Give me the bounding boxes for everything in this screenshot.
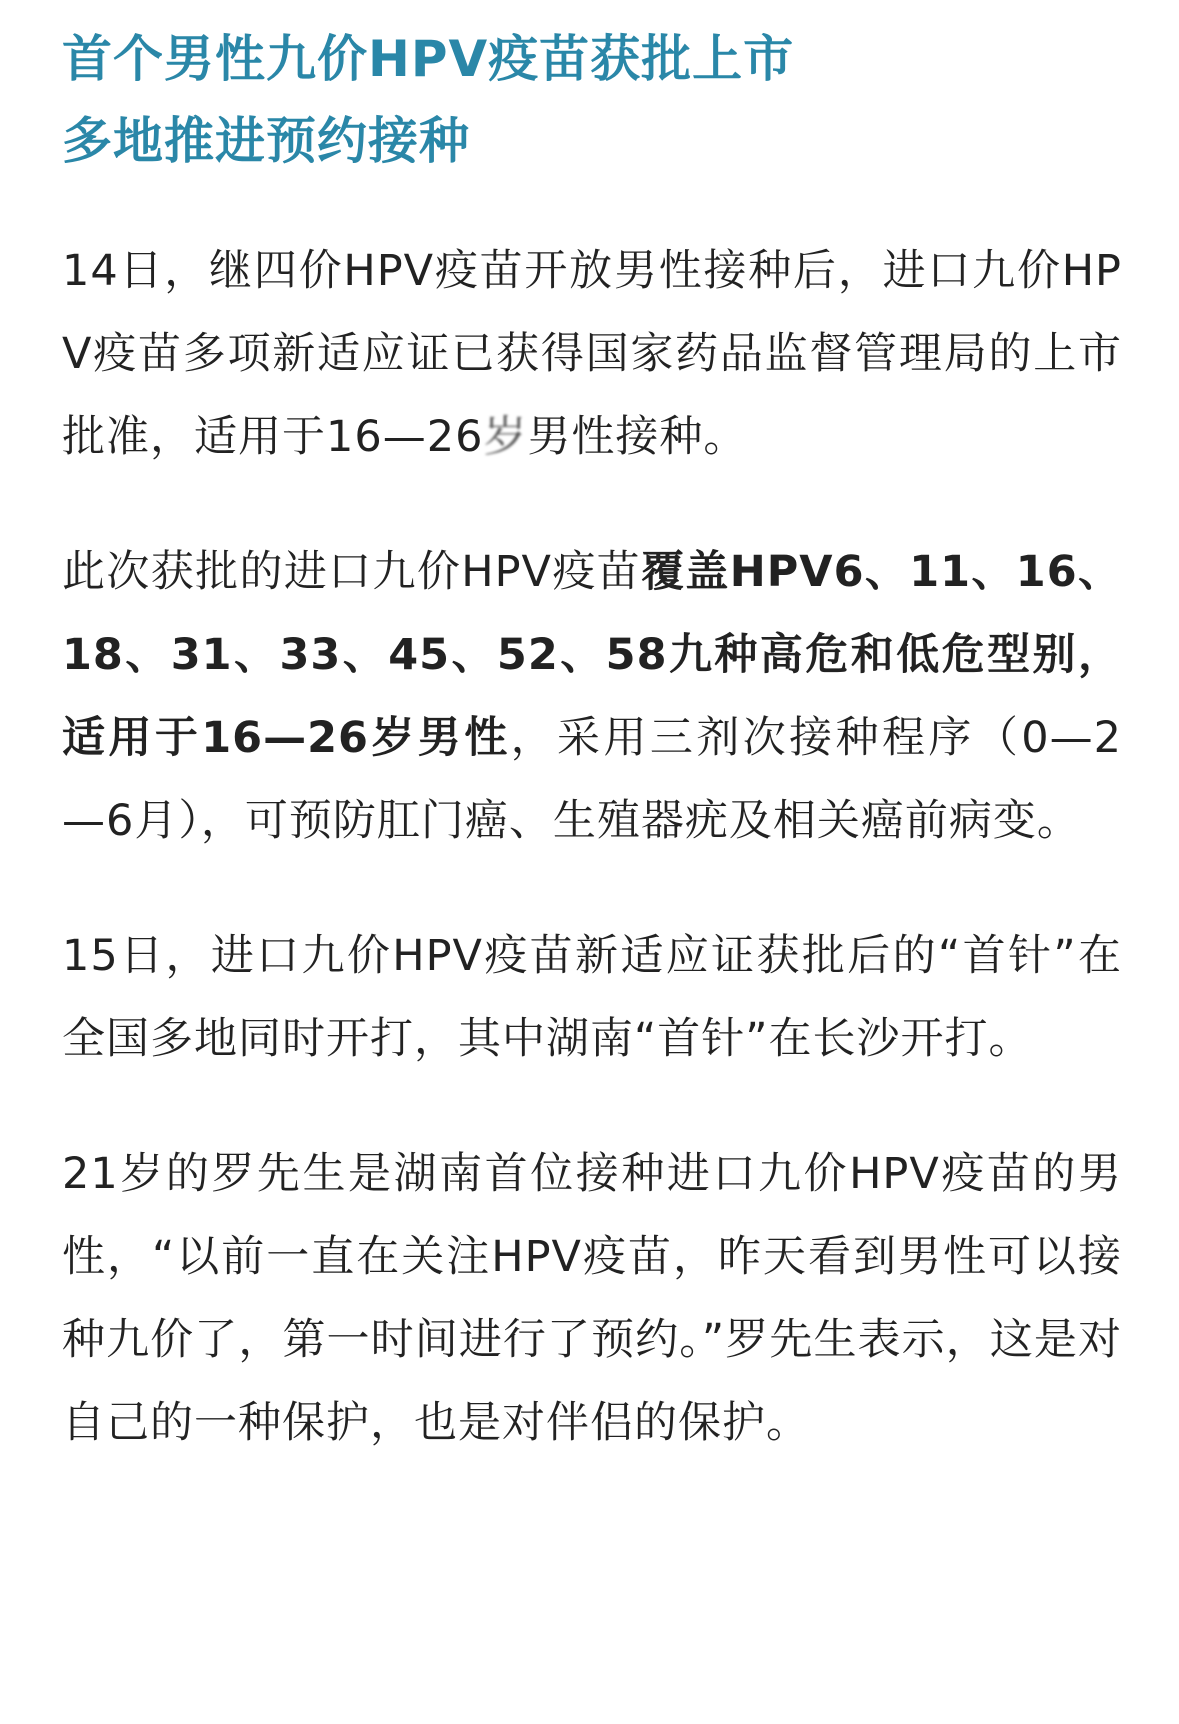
- paragraph-approval-text: 14日，继四价HPV疫苗开放男性接种后，进口九价HPV疫苗多项新适应证已获得国家药品监督管理局的上市批准，适用于16—26: [62, 246, 1122, 462]
- coverage-lead-text: 此次获批的进口九价HPV疫苗: [62, 547, 642, 597]
- headline-line-2: 多地推进预约接种: [62, 112, 470, 170]
- paragraph-approval-news: [62, 230, 1122, 479]
- headline-line-1: 首个男性九价HPV疫苗获批上市: [62, 30, 795, 88]
- paragraph-recipient-quote: 21岁的罗先生是湖南首位接种进口九价HPV疫苗的男性，“以前一直在关注HPV疫苗，昨天看到男性可以接种九价了，第一时间进行了预约。”罗先生表示，这是对自己的一种保护，也是对伴侣的保护。: [62, 1149, 1122, 1448]
- coverage-bold-text: 覆盖HPV6、11、16、18、31、33、45、52、58九种高危和低危型别，适用于16—26岁男性: [62, 547, 1122, 763]
- coverage-tail-text: ，采用三剂次接种程序（0—2—6月），可预防肛门癌、生殖器疣及相关癌前病变。: [62, 713, 1122, 846]
- article: [62, 18, 1122, 1465]
- article-headline: [62, 18, 1122, 182]
- paragraph-first-shot: 15日，进口九价HPV疫苗新适应证获批后的“首针”在全国多地同时开打，其中湖南“首针”在长沙开打。: [62, 931, 1122, 1064]
- paragraph-approval-text-end: 男性接种。: [527, 412, 748, 462]
- obscured-age-char: 岁: [483, 412, 528, 462]
- paragraph-vaccine-coverage: [62, 531, 1122, 863]
